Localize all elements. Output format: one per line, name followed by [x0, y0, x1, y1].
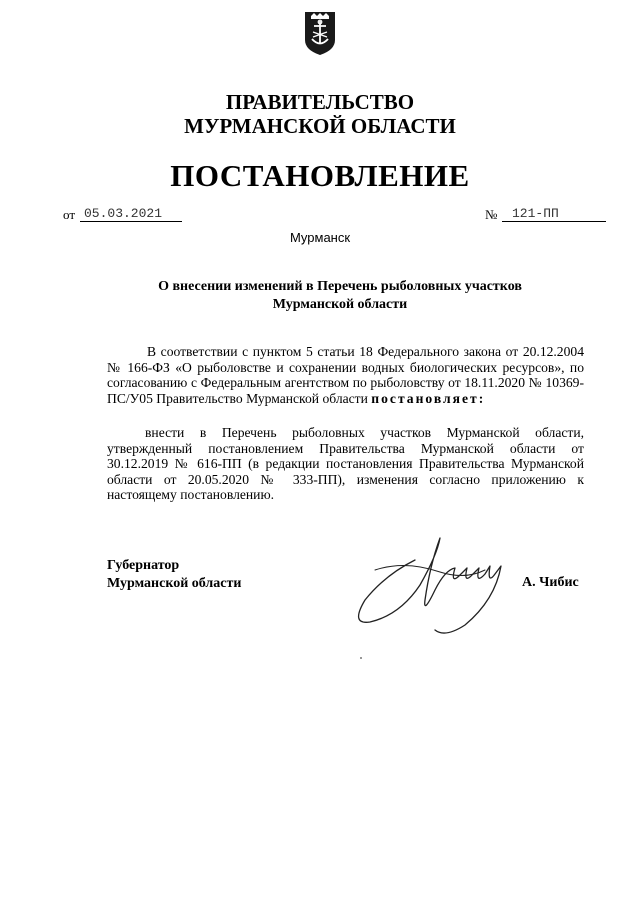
document-number: 121-ПП: [502, 206, 606, 222]
signer-position: [107, 557, 241, 593]
signer-position-line1: Губернатор: [107, 558, 180, 573]
document-date: 05.03.2021: [80, 206, 182, 222]
subject-line1: О внесении изменений в Перечень рыболовных участков: [158, 279, 522, 294]
city-name: Мурманск: [289, 230, 351, 245]
scan-speck: [360, 657, 362, 659]
org-name-line2: МУРМАНСКОЙ ОБЛАСТИ: [184, 114, 456, 138]
paragraph-1-text: В соответствии с пунктом 5 статьи 18 Федерального закона от 20.12.2004 № 166-ФЗ «О рыболовстве и сохранении водных биологических ресурсов», по согласованию с Федеральным агентством по рыболовству от 18.11.2020 № 10369-ПС/У05 Правительство Мурманской области: [107, 344, 584, 406]
body-paragraph-2: внести в Перечень рыболовных участков Мурманской области, утвержденный постановлением Правительства Мурманской области от 30.12.2019 № 616-ПП (в редакции постановления Правительства Мурманской области от 20.05.2020 № 333-ПП), изменения согласно приложению к настоящему постановлению.: [107, 425, 584, 503]
subject-line2: Мурманской области: [272, 297, 408, 312]
decree-word: постановляет:: [371, 390, 486, 406]
coat-of-arms-emblem: [302, 10, 338, 56]
date-prefix: от: [63, 207, 76, 222]
number-prefix: №: [485, 207, 498, 222]
handwritten-signature: [345, 530, 515, 640]
signer-name: А. Чибис: [522, 575, 579, 590]
body-paragraph-1: [107, 344, 584, 406]
org-name-line1: ПРАВИТЕЛЬСТВО: [225, 90, 415, 114]
document-type-title: ПОСТАНОВЛЕНИЕ: [170, 158, 470, 193]
signer-position-line2: Мурманской области: [107, 576, 242, 591]
document-subject: [80, 278, 600, 314]
